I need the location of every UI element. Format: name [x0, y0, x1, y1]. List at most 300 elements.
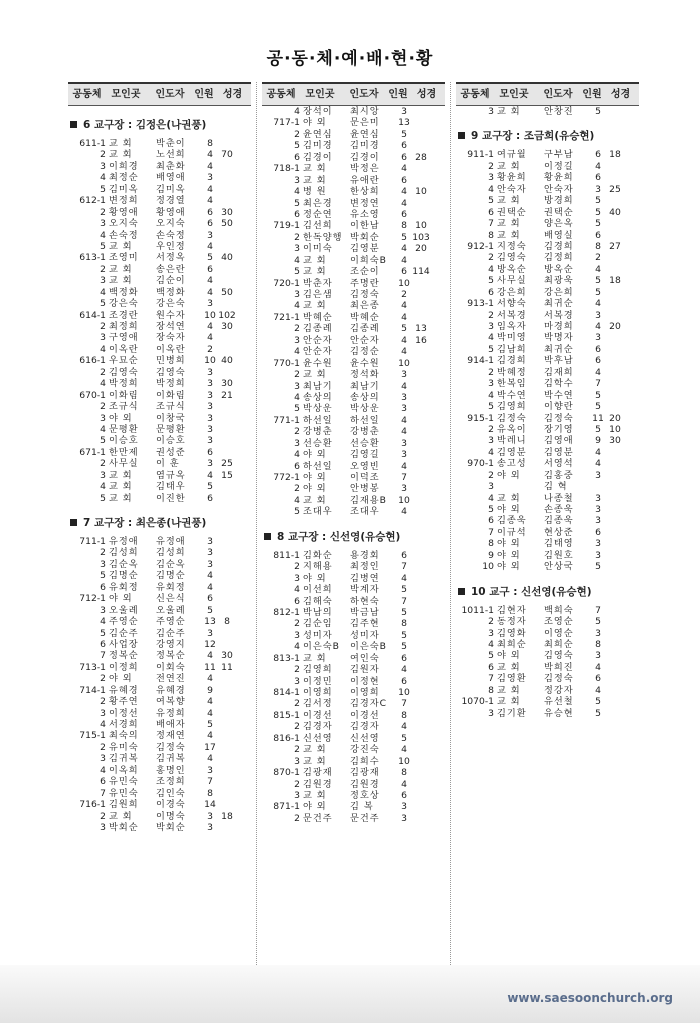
table-row	[262, 733, 445, 744]
code-cell: 2	[294, 744, 300, 756]
code-cell: 1011-1	[461, 604, 494, 616]
code-cell: 6	[294, 208, 300, 220]
place-cell: 야 외	[497, 650, 521, 662]
code-cell: 4	[488, 446, 494, 458]
place-cell: 박상운	[303, 403, 333, 415]
place-cell: 송상의	[303, 391, 333, 403]
table-row	[456, 367, 639, 378]
code-cell: 3	[294, 629, 300, 641]
table-row	[262, 335, 445, 346]
count-cell: 5	[595, 616, 601, 628]
place-cell: 김미옥	[109, 183, 139, 195]
place-cell: 야 외	[497, 549, 521, 561]
code-cell: 3	[100, 604, 106, 616]
header-cell: 공동체	[460, 89, 490, 100]
leader-cell: 김정숙	[156, 741, 186, 753]
place-cell: 유혜경	[109, 684, 139, 696]
place-cell: 이정희	[109, 661, 139, 673]
footer-band	[0, 965, 700, 1023]
code-cell: 6	[488, 661, 494, 673]
table-row	[456, 106, 639, 117]
code-cell: 3	[100, 160, 106, 172]
code-cell: 616-1	[79, 355, 106, 367]
leader-cell: 김재희	[544, 366, 574, 378]
place-cell: 지정숙	[497, 240, 527, 252]
count-cell: 4	[207, 149, 213, 161]
place-cell: 김명순	[109, 570, 139, 582]
place-cell: 한독양행	[303, 231, 343, 243]
place-cell: 이옥란	[109, 343, 139, 355]
table-row	[262, 392, 445, 403]
leader-cell: 최광욱	[544, 275, 574, 287]
leader-cell: 서정옥	[156, 252, 186, 264]
place-cell: 방옥순	[497, 263, 527, 275]
count-cell: 4	[401, 572, 407, 584]
table-row	[68, 424, 251, 435]
district-heading	[68, 516, 251, 530]
count-cell: 8	[207, 787, 213, 799]
header-cell: 인도자	[155, 89, 185, 100]
table-row	[456, 332, 639, 343]
table-row	[456, 344, 639, 355]
place-cell: 성미자	[303, 629, 333, 641]
code-cell: 4	[294, 346, 300, 358]
bible-cell: 18	[609, 275, 621, 287]
code-cell: 2	[294, 698, 300, 710]
code-cell: 811-1	[273, 549, 300, 561]
count-cell: 6	[401, 266, 407, 278]
code-cell: 613-1	[79, 252, 106, 264]
place-cell: 교 회	[303, 300, 327, 312]
leader-cell: 신선영	[350, 732, 380, 744]
table-row	[68, 207, 251, 218]
count-cell: 7	[401, 698, 407, 710]
count-cell: 3	[207, 435, 213, 447]
count-cell: 4	[595, 160, 601, 172]
table-row	[456, 195, 639, 206]
place-cell: 교 회	[497, 696, 521, 708]
place-cell: 교 회	[497, 492, 521, 504]
code-cell: 6	[488, 286, 494, 298]
leader-cell: 권택순	[544, 206, 574, 218]
place-cell: 여규월	[497, 149, 527, 161]
count-cell: 6	[595, 172, 601, 184]
table-row	[262, 506, 445, 517]
table-row	[456, 275, 639, 286]
place-cell: 박회순	[109, 821, 139, 833]
place-cell: 교 회	[109, 469, 133, 481]
count-cell: 4	[595, 366, 601, 378]
count-cell: 5	[595, 423, 601, 435]
place-cell: 사업장	[109, 638, 139, 650]
count-cell: 2	[595, 252, 601, 264]
count-cell: 8	[401, 220, 407, 232]
place-cell: 교 회	[303, 266, 327, 278]
table-header	[456, 82, 639, 106]
table-column-3	[456, 82, 639, 719]
code-cell: 3	[294, 675, 300, 687]
leader-cell: 김영숙	[156, 366, 186, 378]
leader-cell: 안창진	[544, 106, 574, 117]
table-row	[68, 138, 251, 149]
table-row	[262, 710, 445, 721]
code-cell: 713-1	[79, 661, 106, 673]
place-cell: 강병춘	[303, 426, 333, 438]
table-row	[68, 570, 251, 581]
code-cell: 2	[100, 458, 106, 470]
code-cell: 4	[294, 391, 300, 403]
table-row	[456, 538, 639, 549]
count-cell: 3	[595, 627, 601, 639]
code-cell: 3	[294, 243, 300, 255]
table-row	[68, 822, 251, 833]
place-cell: 강은희	[497, 286, 527, 298]
table-row	[262, 186, 445, 197]
place-cell: 지해용	[303, 561, 333, 573]
table-row	[262, 209, 445, 220]
table-row	[262, 756, 445, 767]
code-cell: 3	[100, 753, 106, 765]
table-row	[262, 255, 445, 266]
leader-cell: 전연진	[156, 673, 186, 685]
leader-cell: 조정희	[156, 776, 186, 788]
leader-cell: 송상의	[350, 391, 380, 403]
table-row	[456, 355, 639, 366]
leader-cell: 서영석	[544, 458, 574, 470]
table-row	[262, 289, 445, 300]
place-cell: 유회정	[109, 581, 139, 593]
leader-cell: 김정숙	[544, 673, 574, 685]
bible-cell: 10	[415, 220, 427, 232]
code-cell: 5	[488, 504, 494, 515]
table-row	[456, 241, 639, 252]
leader-cell: 윤연심	[350, 128, 380, 140]
code-cell: 6	[488, 206, 494, 218]
table-row	[68, 628, 251, 639]
count-cell: 7	[595, 604, 601, 616]
place-cell: 김해숙	[303, 595, 333, 607]
place-cell: 이희경	[109, 160, 139, 172]
place-cell: 교 회	[497, 684, 521, 696]
leader-cell: 김종례	[350, 323, 380, 335]
count-cell: 4	[401, 664, 407, 676]
leader-cell: 김 혁	[544, 481, 568, 493]
place-cell: 박레니	[497, 435, 527, 447]
count-cell: 5	[207, 481, 213, 493]
place-cell: 김현자	[497, 604, 527, 616]
code-cell: 717-1	[273, 117, 300, 129]
count-cell: 3	[595, 538, 601, 550]
code-cell: 2	[294, 231, 300, 243]
code-cell: 718-1	[273, 163, 300, 175]
district-heading-text: 7 교구장 : 최은종(나권풍)	[83, 517, 207, 529]
square-bullet-icon	[458, 132, 465, 139]
table-row	[262, 278, 445, 289]
leader-cell: 백정화	[156, 286, 186, 298]
code-cell: 1070-1	[461, 696, 494, 708]
code-cell: 4	[488, 389, 494, 401]
table-row	[456, 639, 639, 650]
leader-cell: 김영애	[544, 435, 574, 447]
code-cell: 5	[294, 403, 300, 415]
count-cell: 5	[207, 252, 213, 264]
leader-cell: 안순자	[350, 334, 380, 346]
table-row	[262, 415, 445, 426]
count-cell: 3	[595, 549, 601, 561]
table-row	[262, 312, 445, 323]
place-cell: 야 외	[303, 117, 327, 129]
place-cell: 박정희	[109, 378, 139, 390]
header-cell: 모인곳	[499, 89, 529, 100]
leader-cell: 이영희	[350, 687, 380, 698]
place-cell: 교 회	[303, 494, 327, 506]
header-cell: 인원	[388, 89, 408, 100]
code-cell: 5	[294, 197, 300, 209]
table-header	[68, 82, 251, 106]
leader-cell: 하선일	[350, 414, 380, 426]
leader-cell: 강은희	[544, 286, 574, 298]
table-row	[68, 172, 251, 183]
code-cell: 2	[100, 696, 106, 708]
table-row	[262, 472, 445, 483]
table-row	[68, 753, 251, 764]
count-cell: 6	[207, 593, 213, 605]
code-cell: 2	[100, 810, 106, 822]
count-cell: 4	[207, 160, 213, 172]
table-row	[262, 152, 445, 163]
count-cell: 5	[595, 401, 601, 413]
count-cell: 6	[595, 149, 601, 161]
table-row	[456, 458, 639, 469]
code-cell: 712-1	[79, 593, 106, 605]
table-row	[68, 696, 251, 707]
table-row	[68, 662, 251, 673]
code-cell: 5	[294, 266, 300, 278]
leader-cell: 손종욱	[544, 504, 574, 515]
code-cell: 5	[100, 240, 106, 252]
place-cell: 이화림	[109, 389, 139, 401]
count-cell: 14	[204, 799, 216, 811]
code-cell: 3	[488, 707, 494, 719]
code-cell: 4	[488, 263, 494, 275]
table-row	[68, 685, 251, 696]
bible-cell: 40	[609, 206, 621, 218]
count-cell: 6	[401, 151, 407, 163]
table-row	[68, 547, 251, 558]
table-row	[68, 367, 251, 378]
leader-cell: 박회순	[350, 231, 380, 243]
count-cell: 4	[595, 298, 601, 310]
table-row	[262, 630, 445, 641]
place-cell: 김광재	[303, 767, 333, 779]
table-row	[456, 605, 639, 616]
count-cell: 5	[401, 323, 407, 335]
count-cell: 5	[595, 389, 601, 401]
leader-cell: 조순이	[350, 266, 380, 278]
website-url: www.saesoonchurch.org	[507, 991, 673, 1005]
count-cell: 2	[401, 289, 407, 300]
district-heading-text: 9 교구장 : 조금희(유승현)	[471, 130, 595, 143]
table-row	[456, 527, 639, 538]
leader-cell: 박정희	[156, 378, 186, 390]
place-cell: 조대우	[303, 506, 333, 518]
code-cell: 814-1	[273, 687, 300, 698]
leader-cell: 김미경	[350, 140, 380, 152]
place-cell: 황주연	[109, 696, 139, 708]
place-cell: 이정민	[303, 675, 333, 687]
count-cell: 4	[207, 469, 213, 481]
leader-cell: 정경열	[156, 195, 186, 207]
count-cell: 3	[595, 504, 601, 515]
code-cell: 2	[100, 401, 106, 413]
count-cell: 6	[401, 789, 407, 801]
place-cell: 야 외	[497, 561, 521, 573]
count-cell: 5	[401, 128, 407, 140]
table-row	[262, 813, 445, 824]
leader-cell: 박혜순	[350, 311, 380, 323]
code-cell: 3	[488, 106, 494, 117]
table-row	[262, 618, 445, 629]
table-row	[68, 765, 251, 776]
header-cell: 성경	[416, 89, 437, 100]
table-row	[68, 161, 251, 172]
count-cell: 9	[595, 435, 601, 447]
place-cell: 최남기	[303, 380, 333, 392]
count-cell: 4	[595, 321, 601, 332]
leader-cell: 유혜경	[156, 684, 186, 696]
code-cell: 10	[482, 561, 494, 573]
leader-cell: 문평환	[156, 423, 186, 435]
place-cell: 신선영	[303, 732, 333, 744]
code-cell: 4	[488, 638, 494, 650]
table-row	[262, 346, 445, 357]
count-cell: 5	[595, 106, 601, 117]
table-row	[262, 584, 445, 595]
table-row	[262, 790, 445, 801]
place-cell: 교 회	[497, 106, 521, 117]
code-cell: 2	[100, 741, 106, 753]
code-cell: 9	[488, 549, 494, 561]
count-cell: 3	[207, 401, 213, 413]
place-cell: 박남의	[303, 606, 333, 618]
code-cell: 2	[294, 812, 300, 824]
place-cell: 유정애	[109, 536, 139, 547]
table-row	[456, 401, 639, 412]
leader-cell: 김순주	[156, 627, 186, 639]
code-cell: 4	[100, 286, 106, 298]
count-cell: 4	[595, 446, 601, 458]
leader-cell: 김원경	[350, 778, 380, 790]
leader-cell: 용경회	[350, 549, 380, 561]
leader-cell: 배영실	[544, 229, 574, 241]
table-row	[68, 195, 251, 206]
leader-cell: 장기영	[544, 423, 574, 435]
count-cell: 3	[595, 515, 601, 527]
leader-cell: 정석화	[350, 369, 380, 381]
table-row	[68, 275, 251, 286]
count-cell: 4	[401, 744, 407, 756]
leader-cell: 김종욱	[544, 515, 574, 527]
table-row	[262, 561, 445, 572]
table-row	[262, 426, 445, 437]
square-bullet-icon	[70, 121, 77, 128]
count-cell: 5	[401, 641, 407, 653]
leader-cell: 조규식	[156, 401, 186, 413]
table-header	[262, 82, 445, 106]
district-heading	[262, 530, 445, 544]
leader-cell: 유소영	[350, 208, 380, 220]
table-row	[262, 744, 445, 755]
leader-cell: 주영순	[156, 616, 186, 628]
header-cell: 성경	[222, 89, 243, 100]
table-row	[456, 550, 639, 561]
count-cell: 10	[204, 355, 216, 367]
place-cell: 김영숙	[497, 252, 527, 264]
bible-cell: 16	[415, 334, 427, 346]
district-heading-text: 6 교구장 : 김정은(나권풍)	[83, 119, 207, 131]
place-cell: 이정선	[109, 707, 139, 719]
leader-cell: 마경희	[544, 321, 574, 332]
count-cell: 8	[401, 709, 407, 721]
table-row	[68, 149, 251, 160]
count-cell: 8	[207, 138, 213, 149]
count-cell: 3	[207, 627, 213, 639]
code-cell: 2	[294, 369, 300, 381]
code-cell: 2	[294, 721, 300, 733]
count-cell: 4	[401, 334, 407, 346]
place-cell: 하선일	[303, 460, 333, 472]
table-row	[456, 264, 639, 275]
place-cell: 유민숙	[109, 776, 139, 788]
code-cell: 3	[294, 789, 300, 801]
table-row	[262, 323, 445, 334]
place-cell: 최정순	[109, 172, 139, 184]
place-cell: 정순연	[303, 208, 333, 220]
code-cell: 4	[488, 492, 494, 504]
code-cell: 7	[488, 673, 494, 685]
place-cell: 박미영	[497, 332, 527, 344]
leader-cell: 이진한	[156, 492, 186, 504]
bible-cell: 10	[415, 186, 427, 198]
place-cell: 사무실	[497, 275, 527, 287]
place-cell: 사무실	[109, 458, 139, 470]
table-row	[68, 447, 251, 458]
code-cell: 8	[488, 229, 494, 241]
code-cell: 7	[100, 650, 106, 662]
place-cell: 유민숙	[109, 787, 139, 799]
leader-cell: 하현숙	[350, 595, 380, 607]
count-cell: 3	[401, 449, 407, 461]
table-row	[456, 493, 639, 504]
count-cell: 5	[595, 286, 601, 298]
count-cell: 4	[401, 346, 407, 358]
leader-cell: 김성희	[156, 547, 186, 559]
code-cell: 3	[488, 627, 494, 639]
count-cell: 5	[401, 732, 407, 744]
place-cell: 교 회	[109, 275, 133, 287]
bible-cell: 30	[221, 650, 233, 662]
count-cell: 4	[207, 195, 213, 207]
leader-cell: 선승환	[350, 437, 380, 449]
code-cell: 5	[100, 435, 106, 447]
header-cell: 인원	[582, 89, 602, 100]
leader-cell: 김정순	[350, 346, 380, 358]
table-row	[262, 106, 445, 117]
code-cell: 2	[488, 252, 494, 264]
table-row	[68, 639, 251, 650]
count-cell: 7	[595, 378, 601, 390]
table-row	[68, 811, 251, 822]
